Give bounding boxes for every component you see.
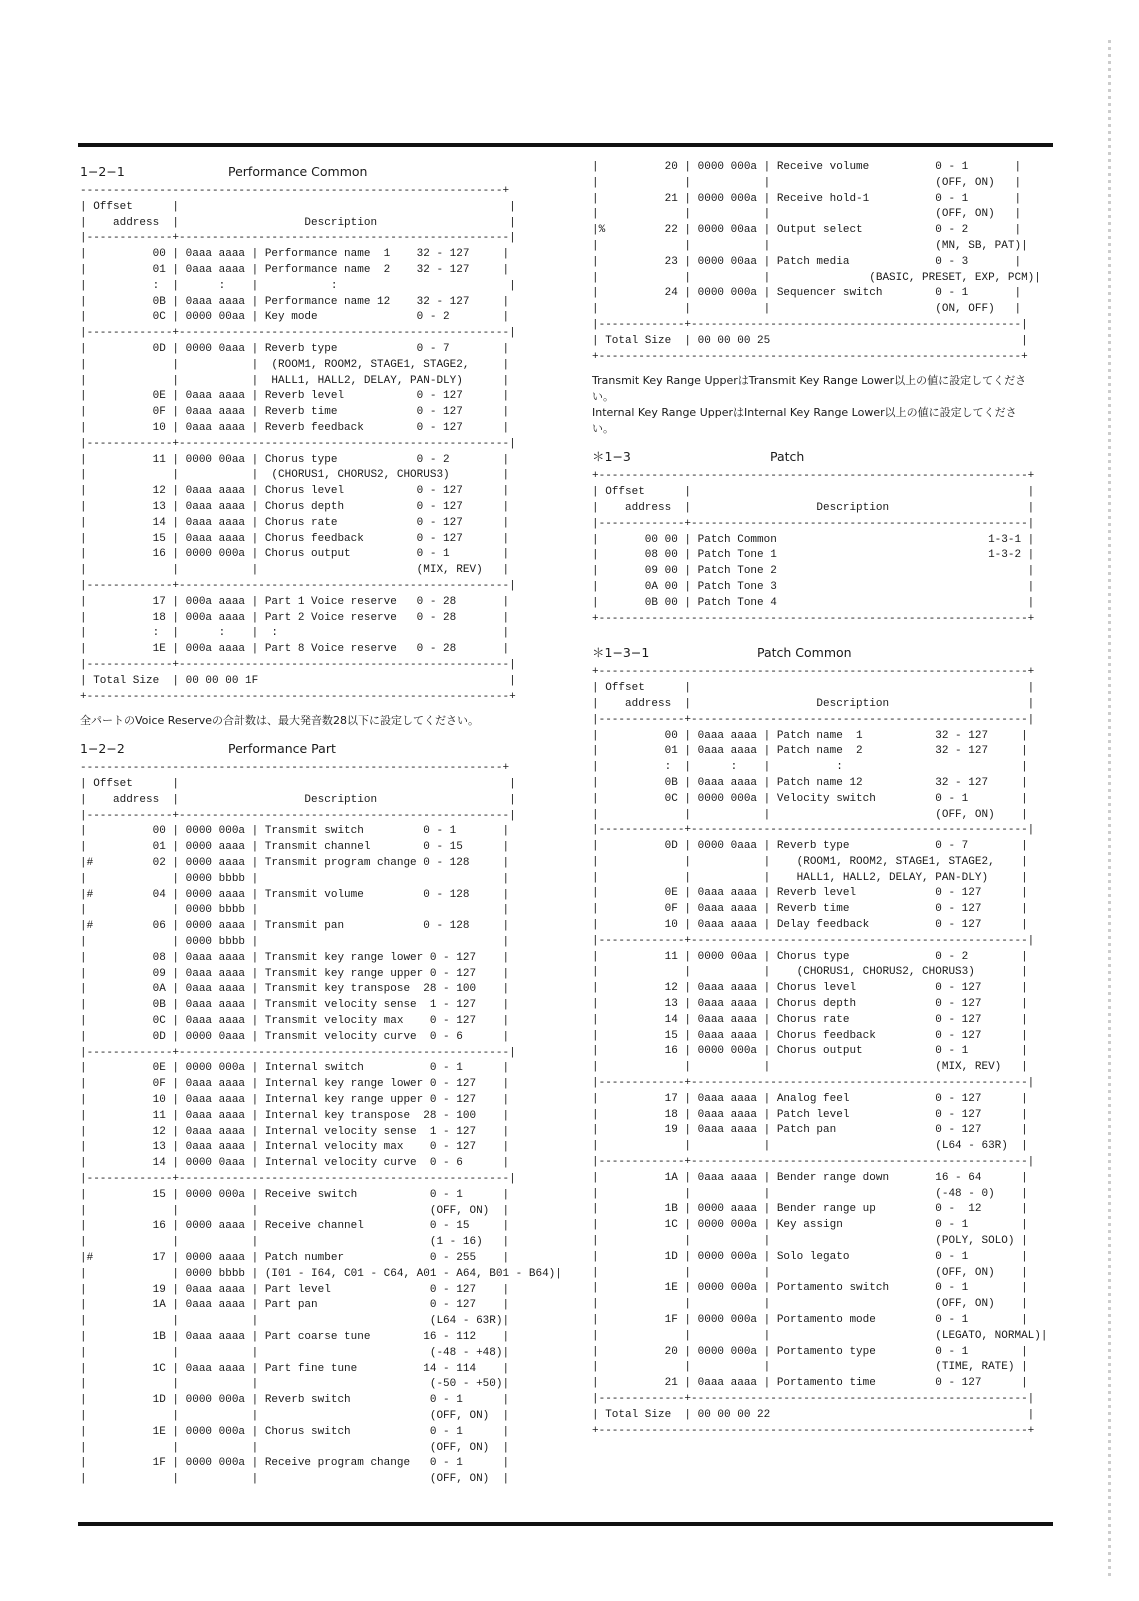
table-line: | | 0000 bbbb | | bbox=[80, 872, 510, 885]
table-line: | 17 | 000a aaaa | Part 1 Voice reserve 0 - 28 | bbox=[80, 595, 510, 608]
table-line: |-------------+--------------------------------------------------| bbox=[80, 232, 516, 245]
table-line: | 0B | 0aaa aaaa | Patch name 12 32 - 127 | bbox=[592, 776, 1028, 789]
table-line: | 12 | 0aaa aaaa | Chorus level 0 - 127 | bbox=[592, 982, 1028, 995]
table-line: | 18 | 0aaa aaaa | Patch level 0 - 127 | bbox=[592, 1108, 1028, 1121]
table-line: |-------------+--------------------------------------------------| bbox=[80, 1046, 516, 1059]
table-line: | 0F | 0aaa aaaa | Internal key range lower 0 - 127 | bbox=[80, 1078, 510, 1091]
table-line: |# 17 | 0000 aaaa | Patch number 0 - 255 | bbox=[80, 1252, 510, 1264]
section-number: ＊1−3 bbox=[592, 449, 631, 465]
table-line: | 16 | 0000 000a | Chorus output 0 - 1 | bbox=[592, 1045, 1028, 1058]
table-line: +-----------------------------------------------------------------+ bbox=[592, 666, 1035, 679]
table-line: | 0A | 0aaa aaaa | Transmit key transpose 28 - 100 | bbox=[80, 983, 510, 996]
table-line: ----------------------------------------------------------------+ bbox=[80, 185, 510, 197]
section-heading-1-2-2 bbox=[80, 739, 520, 759]
table-line: | 10 | 0aaa aaaa | Reverb feedback 0 - 127 | bbox=[80, 421, 510, 434]
table-line: |-------------+--------------------------------------------------| bbox=[592, 318, 1028, 331]
table-line: | | | (CHORUS1, CHORUS2, CHORUS3) | bbox=[592, 966, 1028, 979]
table-line: | | | (TIME, RATE) | bbox=[592, 1361, 1028, 1374]
table-line: | Total Size | 00 00 00 1F | bbox=[80, 674, 516, 687]
table-line: | 1E | 0000 000a | Chorus switch 0 - 1 | bbox=[80, 1425, 510, 1438]
top-rule bbox=[78, 143, 1053, 147]
table-line: |% 22 | 0000 00aa | Output select 0 - 2 | bbox=[592, 224, 1022, 237]
table-line: | 12 | 0aaa aaaa | Chorus level 0 - 127 | bbox=[80, 485, 510, 498]
table-line: |-------------+---------------------------------------------------| bbox=[592, 517, 1035, 530]
table-line: |-------------+---------------------------------------------------| bbox=[592, 934, 1035, 947]
table-line: | 19 | 0aaa aaaa | Patch pan 0 - 127 | bbox=[592, 1124, 1028, 1137]
voice-reserve-note: 全パートのVoice Reserveの合計数は、最大発音数28以下に設定してください。 bbox=[80, 714, 479, 728]
table-line: | | 0000 bbbb | | bbox=[80, 936, 510, 949]
section-number: 1−2−2 bbox=[80, 741, 125, 757]
section-title: Patch bbox=[770, 449, 805, 465]
table-line: | 01 | 0000 aaaa | Transmit channel 0 - 15 | bbox=[80, 841, 510, 854]
table-line: | | | (MIX, REV) | bbox=[592, 1061, 1028, 1074]
table-line: | Offset | | bbox=[80, 200, 516, 213]
table-line: |-------------+---------------------------------------------------| bbox=[592, 1077, 1035, 1090]
table-line: | 10 | 0aaa aaaa | Delay feedback 0 - 127 | bbox=[592, 919, 1028, 932]
table-line: | 21 | 0000 000a | Receive hold-1 0 - 1 | bbox=[592, 192, 1022, 205]
table-line: | 16 | 0000 aaaa | Receive channel 0 - 15 | bbox=[80, 1220, 510, 1233]
table-line: | | | (OFF, ON) | bbox=[592, 1266, 1028, 1279]
table-line: | 1F | 0000 000a | Portamento mode 0 - 1 | bbox=[592, 1314, 1028, 1326]
table-line: | 00 | 0000 000a | Transmit switch 0 - 1 | bbox=[80, 825, 510, 838]
table-line: | 12 | 0aaa aaaa | Internal velocity sense 1 - 127 | bbox=[80, 1125, 510, 1138]
table-line: | 08 | 0aaa aaaa | Transmit key range lower 0 - 127 | bbox=[80, 951, 510, 964]
table-line: |-------------+--------------------------------------------------| bbox=[80, 327, 516, 340]
table-line: | 15 | 0aaa aaaa | Chorus feedback 0 - 127 | bbox=[592, 1029, 1028, 1042]
table-line: | | | (L64 - 63R)| bbox=[80, 1315, 510, 1328]
table-line: | 11 | 0aaa aaaa | Internal key transpose 28 - 100 | bbox=[80, 1109, 510, 1122]
table-line: | : | : | : | bbox=[592, 761, 1028, 774]
table-line: | 16 | 0000 000a | Chorus output 0 - 1 | bbox=[80, 548, 510, 561]
table-line: | 14 | 0aaa aaaa | Chorus rate 0 - 127 | bbox=[592, 1013, 1028, 1026]
section-title: Patch Common bbox=[757, 645, 852, 661]
table-line: +----------------------------------------------------------------+ bbox=[80, 690, 516, 703]
table-line: +-----------------------------------------------------------------+ bbox=[592, 1424, 1035, 1437]
table-line: | | | (-48 - 0) | bbox=[592, 1187, 1028, 1200]
table-line: | | | (L64 - 63R) | bbox=[592, 1140, 1028, 1153]
page-edge-shadow bbox=[1108, 40, 1111, 1580]
table-line: | 01 | 0aaa aaaa | Performance name 2 32 - 127 | bbox=[80, 263, 510, 276]
table-line: | 00 | 0aaa aaaa | Performance name 1 32 - 127 | bbox=[80, 248, 510, 261]
table-line: | 1C | 0aaa aaaa | Part fine tune 14 - 114 | bbox=[80, 1362, 510, 1375]
table-line: | 1B | 0aaa aaaa | Part coarse tune 16 - 112 | bbox=[80, 1330, 510, 1343]
table-line: +-----------------------------------------------------------------+ bbox=[592, 612, 1035, 625]
table-line: | 0D | 0000 0aaa | Reverb type 0 - 7 | bbox=[592, 840, 1028, 853]
table-line: |-------------+--------------------------------------------------| bbox=[80, 579, 516, 592]
table-line: | | | (-50 - +50)| bbox=[80, 1378, 510, 1391]
table-line: | 10 | 0aaa aaaa | Internal key range upper 0 - 127 | bbox=[80, 1094, 510, 1107]
section-heading-1-3 bbox=[592, 447, 1034, 467]
table-line: | 0E | 0aaa aaaa | Reverb level 0 - 127 | bbox=[592, 887, 1028, 900]
table-line: |-------------+--------------------------------------------------| bbox=[80, 437, 516, 450]
table-line: | 00 | 0aaa aaaa | Patch name 1 32 - 127 | bbox=[592, 729, 1028, 742]
table-line: |-------------+--------------------------------------------------| bbox=[80, 809, 516, 822]
table-line: ----------------------------------------------------------------+ bbox=[80, 762, 510, 775]
table-line: |# 06 | 0000 aaaa | Transmit pan 0 - 128 | bbox=[80, 920, 510, 933]
table-line: | address | Description | bbox=[80, 793, 516, 806]
table-line: | | | (ON, OFF) | bbox=[592, 303, 1022, 316]
table-line: | | 0000 bbbb | | bbox=[80, 904, 510, 917]
table-line: | 19 | 0aaa aaaa | Part level 0 - 127 | bbox=[80, 1283, 510, 1296]
table-line: |-------------+--------------------------------------------------| bbox=[80, 658, 516, 671]
table-line: | 08 00 | Patch Tone 1 1-3-2 | bbox=[592, 549, 1035, 562]
performance-common-table bbox=[80, 184, 520, 705]
table-line: | | | HALL1, HALL2, DELAY, PAN-DLY) | bbox=[592, 871, 1028, 884]
table-line: | | | (CHORUS1, CHORUS2, CHORUS3) | bbox=[80, 469, 510, 482]
table-line: | address | Description | bbox=[80, 216, 516, 229]
table-line: | | | (BASIC, PRESET, EXP, PCM)| bbox=[592, 271, 1041, 284]
table-line: | 0B | 0aaa aaaa | Transmit velocity sense 1 - 127 | bbox=[80, 999, 510, 1012]
table-line: | 1F | 0000 000a | Receive program change 0 - 1 | bbox=[80, 1457, 510, 1470]
key-range-notes bbox=[592, 373, 1034, 437]
table-line: | 0D | 0000 0aaa | Transmit velocity curve 0 - 6 | bbox=[80, 1030, 510, 1043]
table-line: | | | (ROOM1, ROOM2, STAGE1, STAGE2, | bbox=[80, 358, 510, 371]
table-line: |-------------+--------------------------------------------------| bbox=[80, 1173, 516, 1186]
table-line: | 1C | 0000 000a | Key assign 0 - 1 | bbox=[592, 1219, 1028, 1232]
table-line: +-----------------------------------------------------------------+ bbox=[592, 470, 1035, 483]
table-line: | 1E | 0000 000a | Portamento switch 0 - 1 | bbox=[592, 1282, 1028, 1295]
table-line: | | | (OFF, ON) | bbox=[80, 1441, 510, 1454]
table-line: | 0F | 0aaa aaaa | Reverb time 0 - 127 | bbox=[80, 406, 510, 419]
table-line: | 0F | 0aaa aaaa | Reverb time 0 - 127 | bbox=[592, 903, 1028, 916]
table-line: | Total Size | 00 00 00 22 | bbox=[592, 1408, 1035, 1421]
table-line: | 09 | 0aaa aaaa | Transmit key range upper 0 - 127 | bbox=[80, 967, 510, 980]
performance-part-table-continued bbox=[592, 160, 1041, 365]
table-line: |-------------+---------------------------------------------------| bbox=[592, 824, 1035, 837]
table-line: | : | : | : | bbox=[80, 627, 510, 640]
left-column bbox=[80, 160, 562, 1488]
table-line: | 15 | 0aaa aaaa | Chorus feedback 0 - 127 | bbox=[80, 532, 510, 545]
table-line: | address | Description | bbox=[592, 501, 1035, 514]
table-line: | 1B | 0000 aaaa | Bender range up 0 - 12 | bbox=[592, 1203, 1028, 1216]
table-line: | Offset | | bbox=[80, 778, 516, 791]
table-line: | | | (MN, SB, PAT)| bbox=[592, 239, 1028, 252]
table-line: | | 0000 bbbb | (I01 - I64, C01 - C64, A01 - A64, B01 - B64)| bbox=[80, 1267, 562, 1280]
table-line: | 0E | 0aaa aaaa | Reverb level 0 - 127 | bbox=[80, 390, 510, 403]
table-line: | | | (OFF, ON) | bbox=[592, 808, 1028, 821]
table-line: | 0B 00 | Patch Tone 4 | bbox=[592, 596, 1035, 609]
table-line: | 0D | 0000 0aaa | Reverb type 0 - 7 | bbox=[80, 342, 510, 355]
table-line: | 09 00 | Patch Tone 2 | bbox=[592, 565, 1035, 578]
table-line: | 00 00 | Patch Common 1-3-1 | bbox=[592, 533, 1035, 546]
table-line: | 1A | 0aaa aaaa | Part pan 0 - 127 | bbox=[80, 1299, 510, 1312]
table-line: | 0E | 0000 000a | Internal switch 0 - 1 | bbox=[80, 1062, 510, 1075]
table-line: | | | (-48 - +48)| bbox=[80, 1346, 510, 1359]
table-line: | 21 | 0aaa aaaa | Portamento time 0 - 127 | bbox=[592, 1377, 1028, 1390]
bottom-rule bbox=[78, 1522, 1053, 1526]
table-line: | | | (OFF, ON) | bbox=[592, 208, 1022, 221]
table-line: | Offset | | bbox=[592, 682, 1035, 695]
section-heading-1-2-1 bbox=[80, 162, 520, 182]
section-number: 1−2−1 bbox=[80, 164, 125, 179]
table-line: | 01 | 0aaa aaaa | Patch name 2 32 - 127 | bbox=[592, 745, 1028, 758]
table-line: | address | Description | bbox=[592, 697, 1035, 710]
table-line: | Total Size | 00 00 00 25 | bbox=[592, 334, 1028, 347]
table-line: | 11 | 0000 00aa | Chorus type 0 - 2 | bbox=[592, 950, 1028, 963]
table-line: | 1A | 0aaa aaaa | Bender range down 16 - 64 | bbox=[592, 1171, 1028, 1184]
table-line: | : | : | : | bbox=[80, 279, 516, 292]
table-line: | 1D | 0000 000a | Solo legato 0 - 1 | bbox=[592, 1250, 1028, 1263]
patch-table bbox=[592, 469, 1034, 627]
table-line: | 23 | 0000 00aa | Patch media 0 - 3 | bbox=[592, 255, 1022, 268]
table-line: | | | HALL1, HALL2, DELAY, PAN-DLY) | bbox=[80, 374, 510, 387]
section-title: Performance Common bbox=[228, 164, 368, 179]
table-line: |# 02 | 0000 aaaa | Transmit program change 0 - 128 | bbox=[80, 857, 510, 870]
right-column bbox=[592, 160, 1048, 1439]
table-line: | 20 | 0000 000a | Receive volume 0 - 1 | bbox=[592, 161, 1022, 173]
table-line: | 1E | 000a aaaa | Part 8 Voice reserve 0 - 28 | bbox=[80, 643, 510, 656]
section-number: ＊1−3−1 bbox=[592, 645, 650, 661]
table-line: |-------------+---------------------------------------------------| bbox=[592, 1156, 1035, 1169]
table-line: | | | (OFF, ON) | bbox=[80, 1204, 510, 1217]
table-line: | 0C | 0000 000a | Velocity switch 0 - 1 | bbox=[592, 792, 1028, 805]
table-line: | | | (ROOM1, ROOM2, STAGE1, STAGE2, | bbox=[592, 855, 1028, 868]
table-line: | 24 | 0000 000a | Sequencer switch 0 - 1 | bbox=[592, 287, 1022, 300]
table-line: | 0C | 0aaa aaaa | Transmit velocity max 0 - 127 | bbox=[80, 1015, 510, 1028]
table-line: +----------------------------------------------------------------+ bbox=[592, 350, 1028, 363]
table-line: | 15 | 0000 000a | Receive switch 0 - 1 | bbox=[80, 1188, 510, 1201]
transmit-key-range-note: Transmit Key Range UpperはTransmit Key Range Lower以上の値に設定してください。 bbox=[592, 374, 1027, 404]
internal-key-range-note: Internal Key Range UpperはInternal Key Range Lower以上の値に設定してください。 bbox=[592, 406, 1017, 436]
table-line: | 17 | 0aaa aaaa | Analog feel 0 - 127 | bbox=[592, 1092, 1028, 1105]
table-line: | 18 | 000a aaaa | Part 2 Voice reserve 0 - 28 | bbox=[80, 611, 510, 624]
table-line: | | | (POLY, SOLO) | bbox=[592, 1235, 1028, 1248]
table-line: | 13 | 0aaa aaaa | Internal velocity max 0 - 127 | bbox=[80, 1141, 510, 1154]
table-line: | | | (OFF, ON) | bbox=[80, 1409, 510, 1422]
table-line: | | | (OFF, ON) | bbox=[592, 1298, 1028, 1311]
table-line: |# 04 | 0000 aaaa | Transmit volume 0 - 128 | bbox=[80, 888, 510, 901]
table-line: | | | (OFF, ON) | bbox=[592, 176, 1022, 189]
table-line: | 0B | 0aaa aaaa | Performance name 12 32 - 127 | bbox=[80, 295, 510, 308]
table-line: | | | (OFF, ON) | bbox=[80, 1473, 510, 1486]
table-line: | 13 | 0aaa aaaa | Chorus depth 0 - 127 | bbox=[80, 500, 510, 513]
table-line: |-------------+---------------------------------------------------| bbox=[592, 713, 1035, 726]
table-line: | | | (MIX, REV) | bbox=[80, 564, 510, 577]
table-line: | 1D | 0000 000a | Reverb switch 0 - 1 | bbox=[80, 1394, 510, 1407]
table-line: | | | (1 - 16) | bbox=[80, 1236, 510, 1249]
section-title: Performance Part bbox=[228, 741, 336, 757]
table-line: | 20 | 0000 000a | Portamento type 0 - 1 | bbox=[592, 1345, 1028, 1358]
patch-common-table bbox=[592, 665, 1048, 1439]
section-heading-1-3-1 bbox=[592, 643, 1034, 663]
table-line: | 11 | 0000 00aa | Chorus type 0 - 2 | bbox=[80, 453, 510, 466]
table-line: | 13 | 0aaa aaaa | Chorus depth 0 - 127 | bbox=[592, 998, 1028, 1011]
table-line: | 0A 00 | Patch Tone 3 | bbox=[592, 580, 1035, 593]
table-line: | 0C | 0000 00aa | Key mode 0 - 2 | bbox=[80, 311, 510, 324]
table-line: | 14 | 0000 0aaa | Internal velocity curve 0 - 6 | bbox=[80, 1157, 510, 1170]
table-line: | 14 | 0aaa aaaa | Chorus rate 0 - 127 | bbox=[80, 516, 510, 529]
table-line: |-------------+---------------------------------------------------| bbox=[592, 1392, 1035, 1405]
table-line: | | | (LEGATO, NORMAL)| bbox=[592, 1329, 1048, 1342]
performance-part-table bbox=[80, 761, 562, 1488]
table-line: | Offset | | bbox=[592, 486, 1035, 499]
